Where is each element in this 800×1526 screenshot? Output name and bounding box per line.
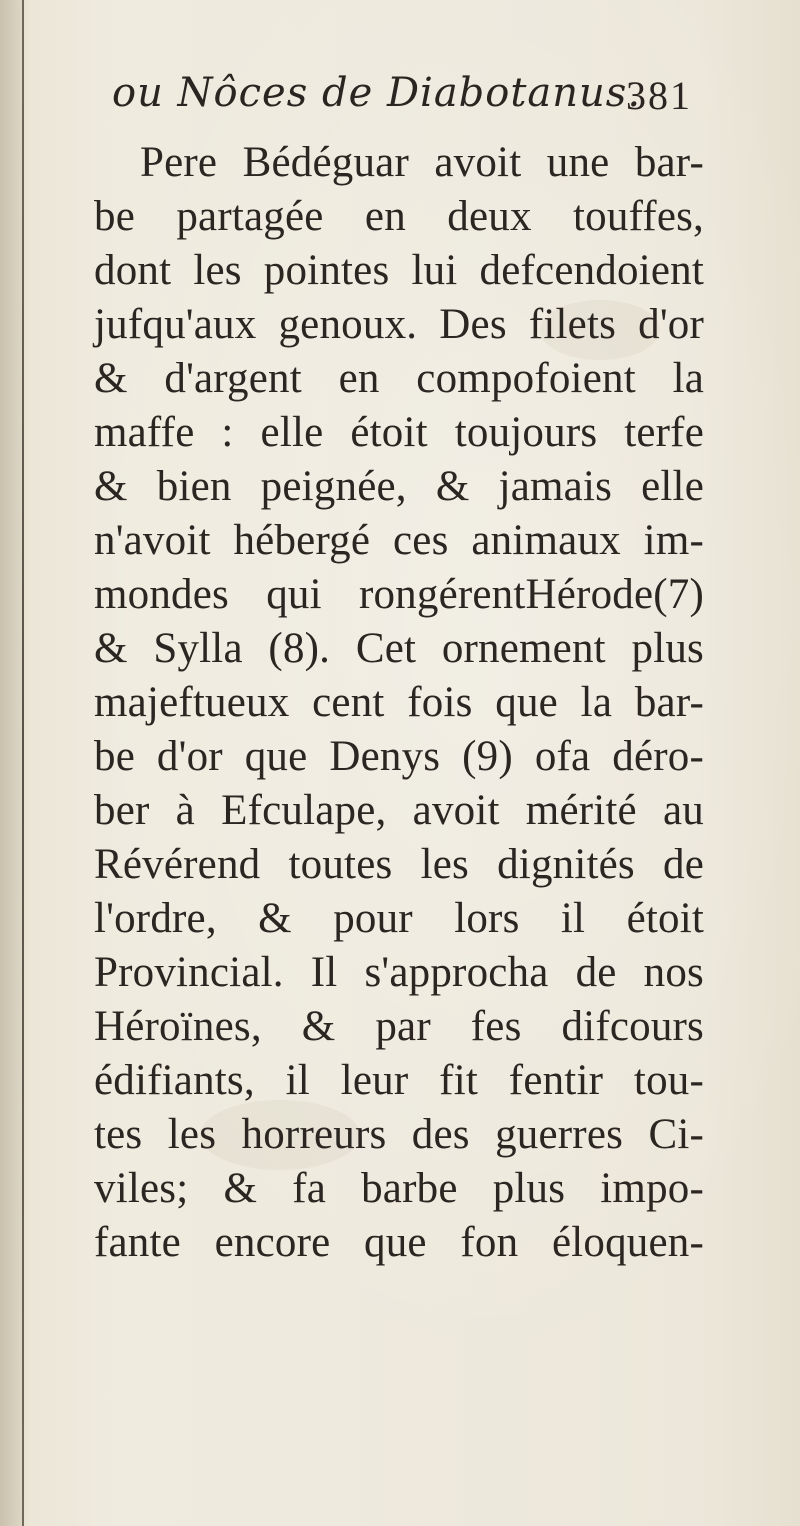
text-line: Révérend toutes les dignités de bbox=[94, 841, 704, 888]
text-line: tes les horreurs des guerres Ci- bbox=[94, 1111, 704, 1158]
text-line: n'avoit hébergé ces animaux im- bbox=[94, 517, 704, 564]
text-line: be partagée en deux touffes, bbox=[94, 193, 704, 240]
text-line: l'ordre, & pour lors il étoit bbox=[94, 895, 704, 942]
text-line: ber à Efculape, avoit mérité au bbox=[94, 787, 704, 834]
text-line: dont les pointes lui defcendoient bbox=[94, 247, 704, 294]
page-header bbox=[112, 70, 692, 134]
body-text bbox=[94, 136, 704, 1270]
text-line: viles; & fa barbe plus impo- bbox=[94, 1165, 704, 1212]
running-head: ou Nôces de Diabotanus. bbox=[112, 70, 642, 116]
text-line: Pere Bédéguar avoit une bar- bbox=[140, 139, 704, 186]
text-line: Provincial. Il s'approcha de nos bbox=[94, 949, 704, 996]
text-line: édifiants, il leur fit fentir tou- bbox=[94, 1057, 704, 1104]
text-line: majeftueux cent fois que la bar- bbox=[94, 679, 704, 726]
text-line: Héroïnes, & par fes difcours bbox=[94, 1003, 704, 1050]
text-line: & Sylla (8). Cet ornement plus bbox=[94, 625, 704, 672]
page-gutter-shadow bbox=[0, 0, 22, 1526]
text-line: fante encore que fon éloquen- bbox=[94, 1219, 704, 1266]
text-line: mondes qui rongérentHérode(7) bbox=[94, 571, 704, 618]
text-line: jufqu'aux genoux. Des filets d'or bbox=[94, 301, 704, 348]
text-line: & d'argent en compofoient la bbox=[94, 355, 704, 402]
text-line: & bien peignée, & jamais elle bbox=[94, 463, 704, 510]
text-line: be d'or que Denys (9) ofa déro- bbox=[94, 733, 704, 780]
page-number: 381 bbox=[626, 73, 692, 118]
text-line: maffe : elle étoit toujours terfe bbox=[94, 409, 704, 456]
page-gutter-edge bbox=[22, 0, 24, 1526]
